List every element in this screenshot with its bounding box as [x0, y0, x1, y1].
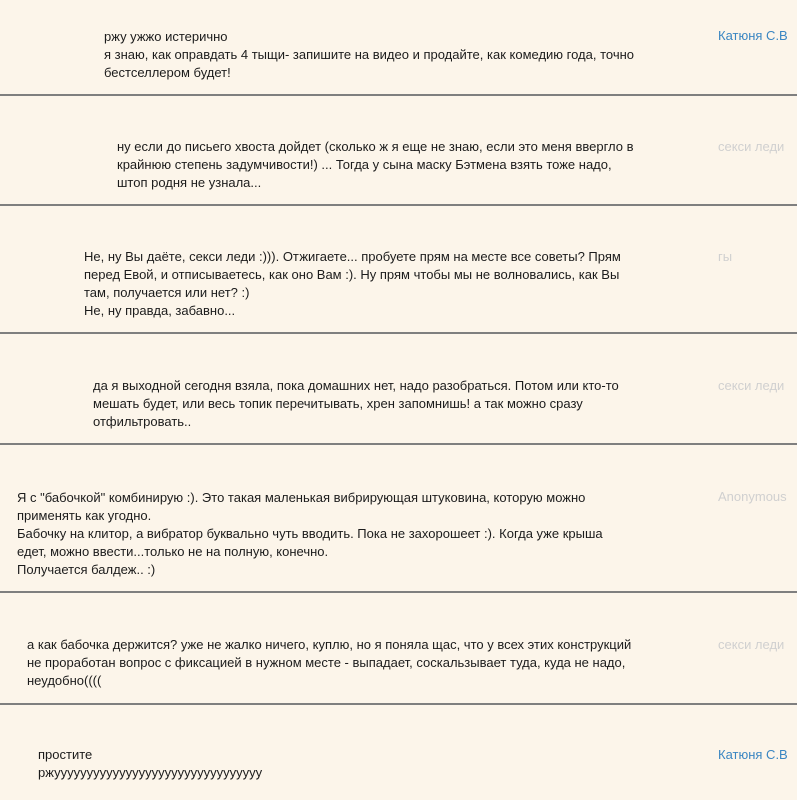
post-text — [38, 746, 262, 782]
post-line: неудобно(((( — [27, 673, 102, 688]
post-author: Anonymous — [718, 489, 787, 504]
post-line: применять как угодно. — [17, 508, 152, 523]
post-line: едет, можно ввести...только не на полную, конечно. — [17, 544, 329, 559]
post-divider — [0, 332, 797, 334]
post-line: там, получается или нет? :) — [84, 285, 250, 300]
post-line: Получается балдеж.. :) — [17, 562, 156, 577]
post-divider — [0, 204, 797, 206]
post-author: секси леди — [718, 378, 785, 393]
post-text — [104, 28, 634, 82]
post-line: Не, ну правда, забавно... — [84, 303, 236, 318]
post-line: простите — [38, 747, 93, 762]
post-text — [93, 377, 619, 431]
post-author-link[interactable]: Катюня С.В — [718, 28, 788, 43]
post-line: Не, ну Вы даёте, секси леди :))). Отжигаете... пробуете прям на месте все советы? Прям — [84, 249, 621, 264]
post-author: секси леди — [718, 139, 785, 154]
post-line: штоп родня не узнала... — [117, 175, 262, 190]
post-line: бестселлером будет! — [104, 65, 231, 80]
post-text — [27, 636, 631, 690]
post-divider — [0, 443, 797, 445]
post-line: отфильтровать.. — [93, 414, 192, 429]
post-line: ну если до письего хвоста дойдет (сколько ж я еще не знаю, если это меня ввергло в — [117, 139, 634, 154]
post-line: а как бабочка держится? уже не жалко ничего, куплю, но я поняла щас, что у всех этих конструкций — [27, 637, 632, 652]
post-line: крайнюю степень задумчивости!) ... Тогда у сына маску Бэтмена взять тоже надо, — [117, 157, 612, 172]
post-line: да я выходной сегодня взяла, пока домашних нет, надо разобраться. Потом или кто-то — [93, 378, 619, 393]
post-divider — [0, 703, 797, 705]
post-line: я знаю, как оправдать 4 тыщи- запишите на видео и продайте, как комедию года, точно — [104, 47, 635, 62]
post-text — [17, 489, 603, 579]
post-author: гы — [718, 249, 733, 264]
post-divider — [0, 591, 797, 593]
post-line: перед Евой, и отписываетесь, как оно Вам :). Ну прям чтобы мы не волновались, как Вы — [84, 267, 620, 282]
post-line: мешать будет, или весь топик перечитывать, хрен запомнишь! а так можно сразу — [93, 396, 583, 411]
post-line: Бабочку на клитор, а вибратор буквально чуть вводить. Пока не захорошеет :). Когда уже крыша — [17, 526, 603, 541]
post-text — [84, 248, 621, 320]
post-line: Я с "бабочкой" комбинирую :). Это такая маленькая вибрирующая штуковина, которую можно — [17, 490, 586, 505]
post-line: не проработан вопрос с фиксацией в нужном месте - выпадает, соскальзывает туда, куда не надо, — [27, 655, 626, 670]
post-line: ржуууууууууууууууууууууууууууууууу — [38, 765, 263, 780]
post-author: секси леди — [718, 637, 785, 652]
post-line: ржу ужжо истерично — [104, 29, 228, 44]
post-text — [117, 138, 634, 192]
post-divider — [0, 94, 797, 96]
post-author-link[interactable]: Катюня С.В — [718, 747, 788, 762]
